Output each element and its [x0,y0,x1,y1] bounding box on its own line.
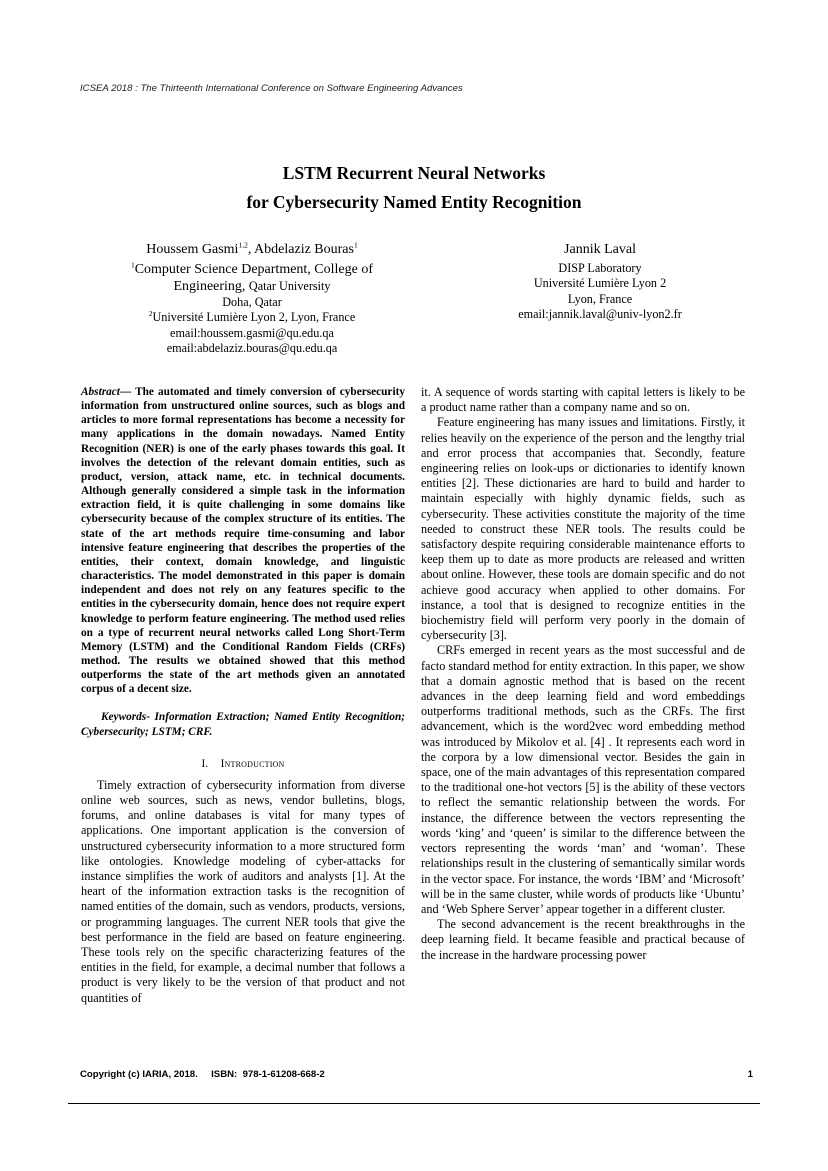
affiliation-1: $^1$Computer Science Department, College of [130,260,374,277]
right-column [421,385,745,963]
authors-left-block [92,241,412,356]
right-paragraph-4: The second advancement is the recent breakthroughs in the deep learning field. It became feasible and practical because of the increase in the hardware processing power [421,917,745,962]
university-name: Université Lumière Lyon 2 [533,276,667,291]
email-2: email:abdelaziz.bouras@qu.edu.qa [166,340,338,355]
affiliation-1-city: Doha, Qatar [222,295,282,309]
section-heading-introduction: I. Introduction [201,757,285,770]
right-paragraph-3: CRFs emerged in recent years as the most successful and de facto standard method for entity extraction. In this paper, we show that a domain agnostic method that is based on the recent advances in the deep learning field and word embeddings outperforms traditional methods, such as the CRFs. The first advancement, which is the word2vec word embedding method was introduced by Mikolov et al. [4] . It represents each word in the corpora by a low dimensional vector. Besides the gain in space, one of the main advantages of this representation compared to the traditional one-hot vectors [5] is the ability of these vectors to reflect the semantic relationship between the words. For instance, the difference between the vectors representing the words ‘king’ and ‘queen’ is similar to the difference between the vectors representing the words ‘man’ and ‘woman’. These relationships result in the clustering of semantically similar words in the vector space. For instance, the words ‘IBM’ and ‘Microsoft’ will be in the same cluster, while words of products like ‘Ubuntu’ and ‘Web Sphere Server’ appear together in a different cluster. [421,643,746,916]
right-paragraph-1: it. A sequence of words starting with capital letters is likely to be a product name rather than a company name and so on. [421,385,745,415]
left-column [81,385,405,1006]
lab-name: DISP Laboratory [558,261,642,275]
intro-paragraph-1: Timely extraction of cybersecurity information from diverse online web sources, such as news, vendor bulletins, blogs, forums, and online databases is vital for many types of applications. One important application is the conversion of unstructured cybersecurity information to a more structured form like ontologies. Knowledge modeling of cyber-attacks for instance simplifies the work of auditors and analysts [1]. At the heart of the information extraction tasks is the recognition of named entities of the domain, such as vendors, products, versions, or programming languages. The current NER tools that give the best performance in the field are based on feature engineering. These tools rely on the specific characterizing features of the entities in the field, for example, a decimal number that follows a product is very likely to be the version of that product and not quantities of [81,777,405,1005]
affiliation-2: $^2$Université Lumière Lyon 2, Lyon, France [148,309,356,325]
running-header: ICSEA 2018 : The Thirteenth International Conference on Software Engineering Advances [80,83,463,94]
author-name-right: Jannik Laval [564,242,636,257]
affiliation-1-line-2: Engineering, Qatar University [173,279,331,294]
city: Lyon, France [567,291,633,306]
author-names-left: Houssem Gasmi$^{1,2}$, Abdelaziz Bouras$^1$ [146,240,358,257]
keywords: Keywords- Information Extraction; Named Entity Recognition; Cybersecurity; LSTM; CRF. [81,711,405,738]
footer-copyright: Copyright (c) IARIA, 2018. ISBN: 978-1-61208-668-2 [80,1069,325,1080]
paper-title-line-1: LSTM Recurrent Neural Networks [282,163,546,183]
footer-page-number: 1 [747,1069,753,1080]
email-1: email:houssem.gasmi@qu.edu.qa [170,325,334,340]
email-right: email:jannik.laval@univ-lyon2.fr [518,306,682,321]
authors-right-block [432,241,768,322]
paper-title-line-2: for Cybersecurity Named Entity Recognition [246,192,582,212]
right-paragraph-2: Feature engineering has many issues and limitations. Firstly, it relies heavily on the experience of the person and the lengthy trial and error process that accompanies that. Secondly, feature engineering relies on look-ups or dictionaries to identify known entities [2]. These dictionaries are hard to build and harder to maintain especially with highly dynamic fields, such as cybersecurity. These activities constitute the majority of the time needed to construct these NER tools. The results could be satisfactory despite requiring considerable maintenance efforts to keep them up to date as more products are released and written about online. However, these tools are domain specific and do not achieve good accuracy when applied to other domains. For instance, a tool that is designed to recognize entities in the biochemistry field will perform very poorly in the domain of cybersecurity [3]. [421,415,745,643]
footer-rule [68,1103,760,1104]
abstract: Abstract— The automated and timely conversion of cybersecurity information from unstructured online sources, such as blogs and articles to more formal representations has become a necessity for many applications in the domain nowadays. Named Entity Recognition (NER) is one of the early phases towards this goal. It involves the detection of the relevant domain entities, such as product, version, attack name, etc. in technical documents. Although generally considered a simple task in the information extraction field, it is quite challenging in some domains like cybersecurity because of the complex structure of its entities. The state of the art methods require time-consuming and labor intensive feature engineering that describes the properties of the entities, their context, domain knowledge, and linguistic characteristics. The model demonstrated in this paper is domain independent and does not rely on any features specific to the entities in the cybersecurity domain, hence does not require expert knowledge to perform feature engineering. The method used relies on a type of recurrent neural networks called Long Short-Term Memory (LSTM) and the Conditional Random Fields (CRFs) method. The results we obtained showed that this method outperforms the state of the art methods given an annotated corpus of a decent size. [81,386,405,696]
